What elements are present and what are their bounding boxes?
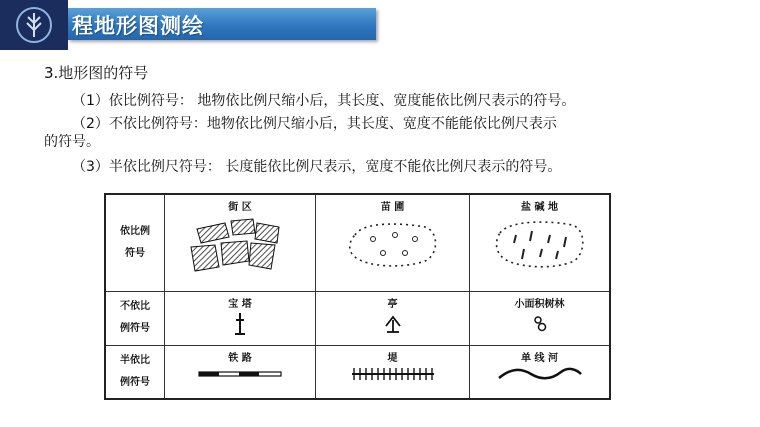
table-row xyxy=(105,194,610,291)
cell-label: 堤 xyxy=(387,352,398,364)
school-logo xyxy=(0,0,68,50)
table-row xyxy=(105,291,610,345)
paragraph-1: （1）依比例符号： 地物依比例尺缩小后，其长度、宽度能依比例尺表示的符号。 xyxy=(72,93,576,109)
cell-label: 苗 圃 xyxy=(380,202,405,213)
pagoda-symbol-icon xyxy=(230,310,250,338)
row-header-line: 不依比 xyxy=(120,301,150,312)
table-cell xyxy=(470,194,611,291)
cell-label: 小面积树林 xyxy=(514,298,565,310)
table-cell xyxy=(470,291,611,345)
cell-label: 亭 xyxy=(387,298,398,310)
logo-emblem-icon xyxy=(14,5,54,45)
saline-land-symbol-icon xyxy=(490,213,590,273)
pavilion-symbol-icon xyxy=(383,310,403,336)
table-cell xyxy=(165,194,316,291)
row-header xyxy=(105,345,165,399)
row-header-line: 符号 xyxy=(125,247,145,259)
row-header-line: 半依比 xyxy=(120,354,150,366)
section-heading: 3.地形图的符号 xyxy=(44,64,149,82)
paragraph-3: （3）半依比例尺符号： 长度能依比例尺表示，宽度不能依比例尺表示的符号。 xyxy=(72,159,562,175)
cell-label: 盐 碱 地 xyxy=(521,202,558,213)
single-line-river-symbol-icon xyxy=(495,364,585,384)
small-woods-symbol-icon xyxy=(530,310,550,336)
paragraph-2-continued: 的符号。 xyxy=(44,134,100,150)
row-header-line: 例符号 xyxy=(120,376,150,388)
table-cell xyxy=(470,345,611,399)
table-cell xyxy=(165,345,316,399)
table-cell xyxy=(316,345,470,399)
row-header xyxy=(105,291,165,345)
railway-symbol-icon xyxy=(195,364,285,384)
table-row xyxy=(105,345,610,399)
cell-label: 街 区 xyxy=(228,202,252,213)
table-cell xyxy=(316,194,470,291)
row-header-line: 例符号 xyxy=(120,323,150,334)
row-header-line: 依比例 xyxy=(120,225,150,237)
street-block-symbol-icon xyxy=(185,213,295,281)
nursery-symbol-icon xyxy=(343,213,443,273)
table-cell xyxy=(316,291,470,345)
row-header xyxy=(105,194,165,291)
paragraph-2: （2）不依比例符号：地物依比例尺缩小后，其长度、宽度不能能依比例尺表示 xyxy=(72,116,557,132)
slide-title: 程地形图测绘 xyxy=(72,14,204,38)
cell-label: 铁 路 xyxy=(228,352,252,364)
cell-label: 宝 塔 xyxy=(228,298,252,310)
cell-label: 单 线 河 xyxy=(521,352,558,364)
table-cell xyxy=(165,291,316,345)
embankment-symbol-icon xyxy=(348,364,438,384)
symbol-table xyxy=(104,193,611,400)
